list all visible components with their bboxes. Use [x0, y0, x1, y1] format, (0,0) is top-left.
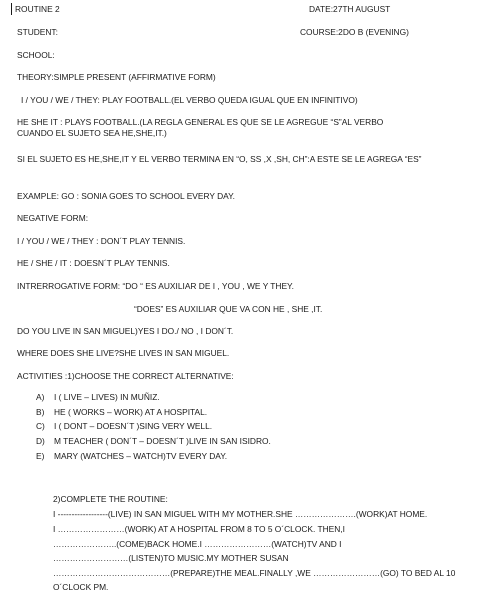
- example-line: EXAMPLE: GO : SONIA GOES TO SCHOOL EVERY DAY.: [17, 191, 235, 201]
- activity-letter: C): [36, 421, 45, 431]
- activity-letter: E): [36, 451, 45, 461]
- student-label: STUDENT:: [17, 27, 58, 37]
- routine-last-line: O´CLOCK PM.: [53, 582, 109, 592]
- negative-line-1: I / YOU / WE / THEY : DON´T PLAY TENNIS.: [17, 236, 186, 246]
- activity-text: M TEACHER ( DON´T – DOESN´T )LIVE IN SAN ISIDRO.: [54, 436, 271, 446]
- activity-item: [36, 436, 271, 447]
- question-line-1: DO YOU LIVE IN SAN MIGUEL)YES I DO./ NO , I DON´T.: [17, 326, 234, 336]
- activity-item: [36, 421, 212, 432]
- negative-title: NEGATIVE FORM:: [17, 213, 89, 223]
- interrogative-line-2: “DOES” ES AUXILIAR QUE VA CON HE , SHE ,IT.: [134, 304, 323, 314]
- activity-letter: D): [36, 436, 45, 446]
- routine-line: …………………..(COME)BACK HOME.I ……………………(WATCH)TV AND I: [53, 539, 342, 549]
- activity-item: [36, 451, 227, 462]
- left-margin-bar: [11, 3, 12, 15]
- school-label: SCHOOL:: [17, 50, 55, 60]
- date-label: DATE:27TH AUGUST: [309, 4, 391, 14]
- activity-text: I ( DONT – DOESN´T )SING VERY WELL.: [54, 421, 213, 431]
- activity-item: [36, 407, 207, 418]
- question-line-2: WHERE DOES SHE LIVE?SHE LIVES IN SAN MIGUEL.: [17, 348, 230, 358]
- routine-line: I ……………………(WORK) AT A HOSPITAL FROM 8 TO 5 O´CLOCK. THEN,I: [53, 524, 345, 534]
- theory-rule-1: I / YOU / WE / THEY: PLAY FOOTBALL.(EL VERBO QUEDA IGUAL QUE EN INFINITIVO): [21, 95, 358, 105]
- routine-line: ………………………(LISTEN)TO MUSIC.MY MOTHER SUSAN: [53, 553, 289, 563]
- activity-text: I ( LIVE – LIVES) IN MUÑIZ.: [54, 392, 160, 402]
- routine-line: ……………………………………(PREPARE)THE MEAL.FINALLY ,WE ……………………(GO) TO BED AL 10: [53, 568, 456, 578]
- theory-title: THEORY:SIMPLE PRESENT (AFFIRMATIVE FORM): [17, 72, 216, 82]
- negative-line-2: HE / SHE / IT : DOESN´T PLAY TENNIS.: [17, 258, 170, 268]
- interrogative-line-1: INTRERROGATIVE FORM: “DO “ ES AUXILIAR DE I , YOU , WE Y THEY.: [17, 281, 294, 291]
- theory-rule-3: SI EL SUJETO ES HE,SHE,IT Y EL VERBO TERMINA EN “O, SS ,X ,SH, CH”:A ESTE SE LE AGREGA “ES”: [17, 154, 422, 164]
- activities-title: ACTIVITIES :1)CHOOSE THE CORRECT ALTERNATIVE:: [17, 371, 234, 381]
- routine-line: I ------------------(LIVE) IN SAN MIGUEL WITH MY MOTHER.SHE ………………….(WORK)AT HOME.: [53, 509, 428, 519]
- activity-item: [36, 392, 160, 403]
- activity-text: MARY (WATCHES – WATCH)TV EVERY DAY.: [54, 451, 228, 461]
- activity-letter: A): [36, 392, 45, 402]
- course-label: COURSE:2DO B (EVENING): [300, 27, 409, 37]
- theory-rule-2: HE SHE IT : PLAYS FOOTBALL.(LA REGLA GENERAL ES QUE SE LE AGREGUE “S”AL VERBO CUANDO EL SUJETO SEA HE,SHE,IT.): [17, 117, 384, 138]
- routine-label: ROUTINE 2: [15, 4, 60, 14]
- routine-title: 2)COMPLETE THE ROUTINE:: [53, 494, 168, 504]
- activity-letter: B): [36, 407, 45, 417]
- activity-text: HE ( WORKS – WORK) AT A HOSPITAL.: [54, 407, 208, 417]
